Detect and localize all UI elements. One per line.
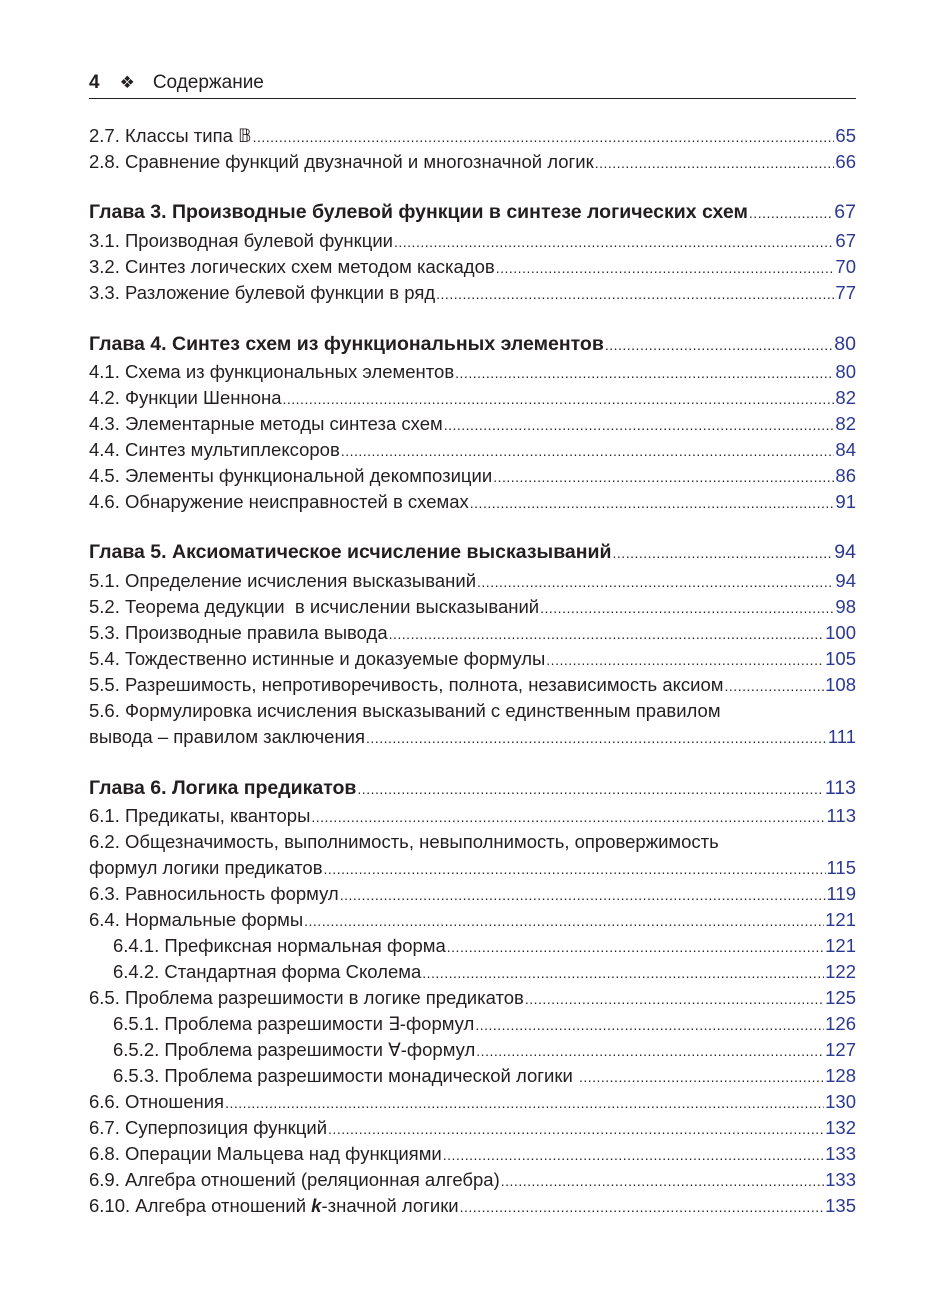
running-title: Содержание [152,72,264,93]
leader-dots [546,647,824,673]
toc-entry[interactable]: 4.6. Обнаружение неисправностей в схемах ..... 91 [89,489,856,515]
toc-entry[interactable]: 6.5. Проблема разрешимости в логике предикатов ..... 125 [89,985,856,1011]
toc-entry[interactable]: 6.8. Операции Мальцева над функциями ..... 133 [89,1141,856,1167]
toc-entry[interactable]: 5.3. Производные правила вывода ..... 100 [89,620,856,646]
ornament-icon: ❖ [119,73,135,92]
page-ref[interactable]: 126 [825,1013,856,1034]
leader-dots [579,1064,824,1090]
toc-entry[interactable]: 4.2. Функции Шеннона ..... 82 [89,385,856,411]
toc-entry[interactable]: формул логики предикатов ..... 115 [89,855,856,881]
page-number: 4 [89,72,100,93]
page-ref[interactable]: 119 [826,883,856,904]
page-ref[interactable]: 65 [835,125,856,146]
toc-entry[interactable]: 4.1. Схема из функциональных элементов ..... 80 [89,359,856,385]
page-ref[interactable]: 113 [826,805,856,826]
toc-entry[interactable]: 4.3. Элементарные методы синтеза схем ..... 82 [89,411,856,437]
running-header [89,70,856,99]
toc-subentry[interactable]: 6.5.1. Проблема разрешимости ∃-формул ..... 126 [113,1011,856,1037]
toc-entry-first-line[interactable]: 6.2. Общезначимость, выполнимость, невыполнимость, опровержимость [89,831,719,852]
page-ref[interactable]: 135 [825,1195,856,1216]
toc-entry[interactable]: 6.6. Отношения ..... 130 [89,1089,856,1115]
page-ref[interactable]: 113 [824,777,856,799]
leader-dots [328,1116,824,1142]
leader-dots [389,621,825,647]
page-ref[interactable]: 127 [825,1039,856,1060]
page-ref[interactable]: 80 [834,333,856,355]
leader-dots [447,934,824,960]
toc-entry[interactable]: 5.5. Разрешимость, непротиворечивость, полнота, независимость аксиом ..... 108 [89,672,856,698]
leader-dots [460,1194,824,1220]
page-ref[interactable]: 77 [835,282,856,303]
page-ref[interactable]: 82 [835,387,856,408]
leader-dots [470,490,835,516]
toc-entry[interactable]: 3.3. Разложение булевой функции в ряд ..... 77 [89,280,856,306]
leader-dots [444,412,835,438]
leader-dots [725,673,825,699]
leader-dots [311,804,825,830]
page-ref[interactable]: 100 [825,622,856,643]
leader-dots [341,438,835,464]
leader-dots [477,569,834,595]
leader-dots [394,229,834,255]
leader-dots [605,332,833,358]
page-ref[interactable]: 94 [835,570,856,591]
toc-entry[interactable]: 6.7. Суперпозиция функций ..... 132 [89,1115,856,1141]
leader-dots [476,1038,824,1064]
toc-subentry[interactable]: 6.5.3. Проблема разрешимости монадической логики ..... 128 [113,1063,856,1089]
page-ref[interactable]: 125 [825,987,856,1008]
leader-dots [324,856,826,882]
toc-entry[interactable]: 4.4. Синтез мультиплексоров ..... 84 [89,437,856,463]
leader-dots [436,281,834,307]
toc-subentry[interactable]: 6.4.2. Стандартная форма Сколема ..... 122 [113,959,856,985]
page-ref[interactable]: 121 [825,909,856,930]
page-ref[interactable]: 130 [825,1091,856,1112]
page-ref[interactable]: 133 [825,1143,856,1164]
toc-entry-first-line[interactable]: 5.6. Формулировка исчисления высказываний с единственным правилом [89,700,721,721]
toc-entry[interactable]: 2.8. Сравнение функций двузначной и многозначной логик ..... 66 [89,149,856,175]
toc-entry[interactable]: 5.1. Определение исчисления высказываний ..... 94 [89,568,856,594]
leader-dots [501,1168,824,1194]
leader-dots [496,255,835,281]
leader-dots [340,882,826,908]
page-ref[interactable]: 132 [825,1117,856,1138]
page-ref[interactable]: 94 [834,541,856,563]
page-ref[interactable]: 121 [825,935,856,956]
leader-dots [304,908,824,934]
leader-dots [540,595,834,621]
toc-entry[interactable]: 3.1. Производная булевой функции ..... 67 [89,228,856,254]
leader-dots [366,725,827,751]
page-ref[interactable]: 84 [835,439,856,460]
page-ref[interactable]: 86 [835,465,856,486]
page-ref[interactable]: 82 [835,413,856,434]
page-ref[interactable]: 80 [835,361,856,382]
leader-dots [225,1090,824,1116]
toc-entry[interactable]: 5.4. Тождественно истинные и доказуемые формулы ..... 105 [89,646,856,672]
toc-entry[interactable]: 4.5. Элементы функциональной декомпозиции ..... 86 [89,463,856,489]
toc-entry[interactable]: 6.1. Предикаты, кванторы ..... 113 [89,803,856,829]
leader-dots [493,464,834,490]
leader-dots [443,1142,824,1168]
page-ref[interactable]: 133 [825,1169,856,1190]
page-ref[interactable]: 108 [825,674,856,695]
page-ref[interactable]: 128 [825,1065,856,1086]
leader-dots [475,1012,824,1038]
leader-dots [613,540,834,566]
toc-entry[interactable]: 2.7. Классы типа 𝔹 ..... 65 [89,123,856,149]
toc-chapter[interactable]: Глава 4. Синтез схем из функциональных элементов ..... 80 [89,331,856,357]
toc-entry[interactable]: 6.9. Алгебра отношений (реляционная алгебра) ..... 133 [89,1167,856,1193]
toc-entry[interactable]: 6.10. Алгебра отношений k-значной логики ..... 135 [89,1193,856,1219]
toc-entry[interactable]: 5.2. Теорема дедукции в исчислении высказываний ..... 98 [89,594,856,620]
toc-chapter[interactable]: Глава 6. Логика предикатов ..... 113 [89,775,856,801]
page-ref[interactable]: 67 [834,201,856,223]
page-ref[interactable]: 70 [835,256,856,277]
page-ref[interactable]: 105 [825,648,856,669]
toc-chapter[interactable]: Глава 3. Производные булевой функции в синтезе логических схем ..... 67 [89,199,856,225]
toc-entry[interactable]: 6.4. Нормальные формы ..... 121 [89,907,856,933]
page-ref[interactable]: 66 [835,151,856,172]
toc-subentry[interactable]: 6.4.1. Префиксная нормальная форма ..... 121 [113,933,856,959]
toc-entry[interactable]: вывода – правилом заключения ..... 111 [89,724,856,750]
page-ref[interactable]: 91 [835,491,856,512]
toc-chapter[interactable]: Глава 5. Аксиоматическое исчисление высказываний ..... 94 [89,539,856,565]
page-ref[interactable]: 98 [835,596,856,617]
leader-dots [455,360,834,386]
toc-entry[interactable]: 3.2. Синтез логических схем методом каскадов ..... 70 [89,254,856,280]
leader-dots [525,986,824,1012]
toc-subentry[interactable]: 6.5.2. Проблема разрешимости ∀-формул ..... 127 [113,1037,856,1063]
page-ref[interactable]: 115 [826,857,856,878]
leader-dots [283,386,835,412]
leader-dots [357,776,823,802]
page-ref[interactable]: 122 [825,961,856,982]
leader-dots [253,124,835,150]
leader-dots [422,960,824,986]
leader-dots [595,150,835,176]
leader-dots [749,200,833,226]
page-ref[interactable]: 111 [827,726,856,747]
page-ref[interactable]: 67 [835,230,856,251]
toc-entry[interactable]: 6.3. Равносильность формул ..... 119 [89,881,856,907]
